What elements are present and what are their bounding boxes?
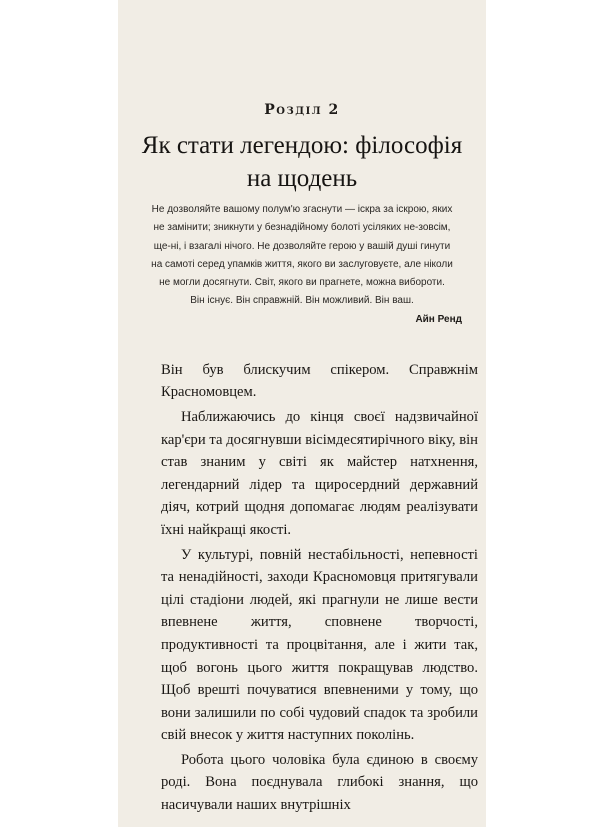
chapter-title-line: Як стати легендою: філософія bbox=[141, 132, 463, 159]
epigraph-line: не могли досягнути. Світ, якого ви прагнете, можна вибороти. bbox=[159, 277, 445, 289]
epigraph-author: Айн Ренд bbox=[415, 313, 462, 325]
epigraph bbox=[118, 201, 486, 311]
epigraph-line: не замінити; зникнути у безнадійному болоті усіляких не-зовсім, bbox=[153, 222, 451, 234]
epigraph-line: на самоті серед упамків життя, якого ви заслуговуєте, але ніколи bbox=[151, 258, 453, 270]
paragraph: Наближаючись до кінця своєї надзвичайної кар'єри та досягнувши вісімдесятирічного віку, він став знаним у світі як майстер натхнення, легендарний лідер та щиросердний державний діяч, котрий щодня допомагає людям реалізувати їхні найкращі якості. bbox=[161, 408, 478, 538]
book-page bbox=[118, 0, 486, 827]
paragraph: Він був блискучим спікером. Справжнім Красномовцем. bbox=[161, 361, 478, 401]
paragraph: У культурі, повній нестабільності, непевності та ненадійності, заходи Красномовця притягували цілі стадіони людей, які прагнули не лише вести впевнене життя, сповнене творчості, продуктивності та процвітання, але і жити так, щоб вогонь цього життя покращував людство. Щоб врешті почуватися впевненими у тому, що вони залишили по собі чудовий спадок та зробили свій внесок у життя наступних поколінь. bbox=[161, 546, 478, 744]
body-text bbox=[161, 359, 478, 827]
chapter-title-line: на щодень bbox=[246, 165, 358, 192]
epigraph-line: Він існує. Він справжній. Він можливий. Він ваш. bbox=[190, 295, 414, 307]
epigraph-line: Не дозволяйте вашому полум'ю згаснути — іскра за іскрою, яких bbox=[151, 204, 453, 215]
chapter-label: Розділ 2 bbox=[264, 102, 340, 118]
epigraph-line: ще-ні, і взагалі нічого. Не дозволяйте герою у вашій душі гинути bbox=[153, 240, 451, 252]
chapter-title bbox=[132, 129, 472, 195]
paragraph: Робота цього чоловіка була єдиною в своєму роді. Вона поєднувала глибокі знання, що насичували наших внутрішніх bbox=[161, 751, 478, 814]
